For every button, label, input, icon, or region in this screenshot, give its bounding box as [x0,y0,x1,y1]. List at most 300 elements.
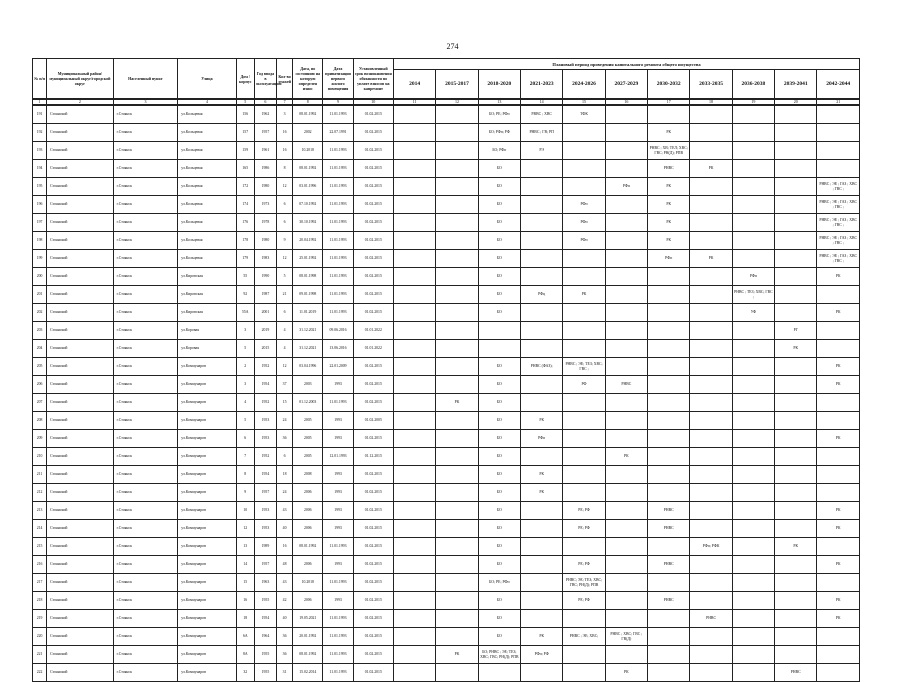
floors-cell: 12 [277,178,293,196]
row-number: 198 [33,232,47,250]
plan-period-cell [817,394,860,412]
column-number: 8 [293,99,323,105]
plan-period-cell [563,322,605,340]
table-row [33,466,860,484]
method-date-cell: 01.01.2022 [353,322,393,340]
plan-period-cell [817,124,860,142]
method-date-cell: 01.02.2005 [353,412,393,430]
plan-period-cell: РНВС ; ЭЕ ; ГАЗ ; ХВС ; ГВС ; [817,250,860,268]
plan-period-cell [690,322,732,340]
plan-period-cell [393,538,435,556]
plan-period-cell [521,268,563,286]
plan-period-cell [605,304,647,322]
method-date-cell: 01.02.2015 [353,466,393,484]
street-cell: ул.Коммунаров [178,646,236,664]
plan-period-cell [605,340,647,358]
privat-date-cell: 11.01.2019 [293,304,323,322]
locality-cell: г.Стоянск [113,358,178,376]
locality-cell: г.Стоянск [113,105,178,124]
plan-period-cell [393,124,435,142]
privat-date-cell: 19.05.2021 [293,610,323,628]
inclusion-date-cell: 22.07.1991 [323,124,353,142]
method-date-cell: 01.02.2015 [353,646,393,664]
house-cell: 16 [236,592,254,610]
inclusion-date-cell: 11.01.1993 [323,268,353,286]
plan-period-cell [563,484,605,502]
plan-period-cell [393,178,435,196]
table-row [33,196,860,214]
plan-period-cell [393,628,435,646]
street-cell: ул.Коммунаров [178,430,236,448]
plan-period-cell: РНВС ; ЭЕ ; ГАЗ ; ХВС ; ГВС ; [817,232,860,250]
street-cell: ул.Коммунаров [178,520,236,538]
plan-period-cell [775,430,817,448]
plan-period-cell [690,592,732,610]
house-cell: 2 [236,358,254,376]
floors-cell: 37 [277,376,293,394]
house-cell: 6 [236,430,254,448]
district-cell: Стоянский [47,196,114,214]
plan-period-cell [732,664,774,682]
column-number: 4 [178,99,236,105]
row-number: 220 [33,628,47,646]
privat-date-cell: 25.01.1992 [293,250,323,268]
plan-period-cell [436,340,478,358]
plan-period-cell [732,430,774,448]
plan-period-cell: БО [478,268,520,286]
table-row [33,592,860,610]
privat-date-cell: 31.12.2021 [293,340,323,358]
method-date-cell: 01.02.2015 [353,430,393,448]
row-number: 205 [33,358,47,376]
plan-period-cell [563,430,605,448]
house-cell: 7 [236,448,254,466]
plan-period-cell: БО [478,286,520,304]
plan-period-cell [521,538,563,556]
plan-period-cell [690,178,732,196]
district-cell: Стоянский [47,448,114,466]
row-number: 213 [33,502,47,520]
column-number: 14 [521,99,563,105]
plan-period-cell [563,178,605,196]
locality-cell: г.Стоянск [113,160,178,178]
plan-period-cell [393,160,435,178]
plan-period-cell [436,664,478,682]
plan-period-cell [605,538,647,556]
plan-period-cell [775,394,817,412]
year-built-cell: 2019 [254,322,276,340]
locality-cell: г.Стоянск [113,232,178,250]
plan-period-cell [605,358,647,376]
method-date-cell: 01.12.2015 [353,448,393,466]
plan-period-cell: РФп [563,214,605,232]
plan-period-cell [648,574,690,592]
plan-period-cell [436,466,478,484]
table-row [33,160,860,178]
privat-date-cell: 2005 [293,448,323,466]
plan-period-cell [817,574,860,592]
house-cell: 4 [236,394,254,412]
column-number: 10 [353,99,393,105]
plan-period-cell: РК [521,628,563,646]
plan-period-cell: РК [775,538,817,556]
district-cell: Стоянский [47,502,114,520]
method-date-cell: 01.02.2015 [353,105,393,124]
column-number: 5 [236,99,254,105]
plan-period-cell [436,105,478,124]
plan-period-cell: РЭ [521,142,563,160]
year-built-cell: 1964 [254,628,276,646]
year-built-cell: 1953 [254,502,276,520]
plan-period-cell [648,646,690,664]
house-cell: 179 [236,250,254,268]
plan-period-cell: РК [436,394,478,412]
year-built-cell: 1954 [254,610,276,628]
plan-period-cell [648,664,690,682]
street-cell: ул.Коммунаров [178,610,236,628]
plan-period-cell [436,358,478,376]
year-built-cell: 1980 [254,178,276,196]
plan-period-cell [563,394,605,412]
plan-period-cell: РЕ; РФ [563,592,605,610]
plan-period-cell [732,142,774,160]
plan-period-cell [690,574,732,592]
plan-period-cell: РК [817,592,860,610]
plan-period-cell: РНВС ; ТЕЗ; ХВС; ГВС ; [732,286,774,304]
plan-period-cell [775,376,817,394]
house-cell: 176 [236,214,254,232]
privat-date-cell: 01.12.2003 [293,394,323,412]
plan-period-cell [605,466,647,484]
plan-period-cell [605,592,647,610]
plan-period-cell [732,610,774,628]
plan-period-cell [521,592,563,610]
street-cell: ул.Коммунаров [178,358,236,376]
privat-date-cell: 2006 [293,520,323,538]
plan-period-cell [521,178,563,196]
plan-period-cell [817,322,860,340]
plan-period-cell [732,124,774,142]
plan-period-cell [393,304,435,322]
plan-period-cell: РЕ; РФ [563,520,605,538]
locality-cell: г.Стоянск [113,592,178,610]
plan-period-cell [605,268,647,286]
table-row [33,178,860,196]
house-cell: 5 [236,340,254,358]
plan-period-cell [436,232,478,250]
floors-cell: 42 [277,592,293,610]
plan-period-cell [563,646,605,664]
plan-period-cell [775,628,817,646]
privat-date-cell: 08.01.1998 [293,268,323,286]
house-cell: 165 [236,160,254,178]
district-cell: Стоянский [47,412,114,430]
plan-period-cell [436,178,478,196]
plan-period-cell [436,160,478,178]
plan-period-cell: РК [817,268,860,286]
house-cell: 5 [236,412,254,430]
plan-period-cell [436,592,478,610]
plan-period-cell: РК [521,412,563,430]
header-house: Дом / корпус [236,59,254,100]
plan-period-cell [393,556,435,574]
column-number: 15 [563,99,605,105]
plan-period-cell: БО [478,394,520,412]
table-row [33,214,860,232]
header-year: 2018-2020 [478,70,520,100]
plan-period-cell [648,340,690,358]
plan-period-cell [605,430,647,448]
plan-period-cell [732,250,774,268]
floors-cell: 12 [277,358,293,376]
district-cell: Стоянский [47,322,114,340]
house-cell: 55А [236,304,254,322]
district-cell: Стоянский [47,124,114,142]
table-row [33,646,860,664]
privat-date-cell: 20.04.1992 [293,232,323,250]
plan-period-cell: БО [478,628,520,646]
plan-period-cell [605,214,647,232]
plan-period-cell [521,574,563,592]
page-number: 274 [446,42,459,51]
plan-period-cell [436,574,478,592]
plan-period-cell [817,628,860,646]
floors-cell: 6 [277,196,293,214]
plan-period-cell [521,214,563,232]
house-cell: 55 [236,268,254,286]
plan-period-cell [605,196,647,214]
capital-repair-table [32,58,860,682]
column-number: 21 [817,99,860,105]
plan-period-cell: БО; РЕ; РФп [478,574,520,592]
plan-period-cell [521,376,563,394]
house-cell: 10 [236,502,254,520]
plan-period-cell: РК [605,448,647,466]
inclusion-date-cell: 11.01.1993 [323,286,353,304]
street-cell: ул.Коровая [178,340,236,358]
plan-period-cell: РНВС (ФАЗ); [521,358,563,376]
plan-period-cell [732,322,774,340]
plan-period-cell: РК [648,232,690,250]
plan-period-cell [521,448,563,466]
plan-period-cell [648,412,690,430]
plan-period-cell [817,664,860,682]
column-number: 16 [605,99,647,105]
locality-cell: г.Стоянск [113,394,178,412]
privat-date-cell: 2006 [293,502,323,520]
row-number: 211 [33,466,47,484]
method-date-cell: 01.02.2015 [353,124,393,142]
column-number: 20 [775,99,817,105]
plan-period-cell [393,286,435,304]
privat-date-cell: 2003 [293,376,323,394]
row-number: 206 [33,376,47,394]
method-date-cell: 01.02.2015 [353,160,393,178]
floors-cell: 36 [277,646,293,664]
street-cell: ул.Кировская [178,304,236,322]
plan-period-cell [690,124,732,142]
plan-period-cell [436,214,478,232]
plan-period-cell: РК [817,376,860,394]
plan-period-cell [817,160,860,178]
plan-period-cell: РК [563,286,605,304]
plan-period-cell [817,105,860,124]
plan-period-cell: РК [817,304,860,322]
plan-period-cell [732,538,774,556]
plan-period-cell [521,304,563,322]
plan-period-cell [775,358,817,376]
plan-period-cell [605,610,647,628]
inclusion-date-cell: 22.01.2009 [323,358,353,376]
plan-period-cell: БО [478,592,520,610]
year-built-cell: 1952 [254,448,276,466]
privat-date-cell: 10.2018 [293,142,323,160]
street-cell: ул.Коммунаров [178,556,236,574]
locality-cell: г.Стоянск [113,322,178,340]
floors-cell: 43 [277,502,293,520]
plan-period-cell: РНВС ; ЭЕ ; ГАЗ ; ХВС ; ГВС ; [817,214,860,232]
plan-period-cell [478,340,520,358]
floors-cell: 36 [277,430,293,448]
privat-date-cell: 2008 [293,466,323,484]
plan-period-cell [521,232,563,250]
row-number: 191 [33,105,47,124]
inclusion-date-cell: 1993 [323,502,353,520]
plan-period-cell [436,448,478,466]
plan-period-cell [690,430,732,448]
plan-period-cell: РНВС [648,502,690,520]
plan-period-cell [605,520,647,538]
plan-period-cell [817,448,860,466]
inclusion-date-cell: 11.01.1993 [323,646,353,664]
year-built-cell: 1973 [254,196,276,214]
plan-period-cell [563,160,605,178]
floors-cell: 43 [277,574,293,592]
plan-period-cell [690,394,732,412]
row-number: 216 [33,556,47,574]
plan-period-cell: БО [478,502,520,520]
plan-period-cell [690,376,732,394]
year-built-cell: 1952 [254,394,276,412]
plan-period-cell: РК [605,664,647,682]
row-number: 196 [33,196,47,214]
plan-period-cell [436,502,478,520]
plan-period-cell [436,124,478,142]
plan-period-cell [690,556,732,574]
table-row [33,556,860,574]
inclusion-date-cell: 11.01.1993 [323,160,353,178]
table-row [33,142,860,160]
table-row [33,124,860,142]
district-cell: Стоянский [47,340,114,358]
plan-period-cell [605,160,647,178]
floors-cell: 18 [277,466,293,484]
plan-period-cell: РФц [521,286,563,304]
inclusion-date-cell: 1993 [323,430,353,448]
district-cell: Стоянский [47,142,114,160]
plan-period-cell [393,322,435,340]
year-built-cell: 1953 [254,412,276,430]
plan-period-cell [690,448,732,466]
method-date-cell: 01.02.2015 [353,610,393,628]
privat-date-cell: 09.01.1998 [293,286,323,304]
plan-period-cell: РНВС ; ЭЕ; ТЕЗ; ХВС; ГВС ; [563,358,605,376]
street-cell: ул.Коммунаров [178,448,236,466]
plan-period-cell [817,484,860,502]
method-date-cell: 01.02.2015 [353,286,393,304]
plan-period-cell [732,466,774,484]
method-date-cell: 01.02.2015 [353,574,393,592]
plan-period-cell: РНВС [648,520,690,538]
inclusion-date-cell: 11.01.1993 [323,250,353,268]
table-row [33,430,860,448]
plan-period-cell [563,340,605,358]
inclusion-date-cell: 11.01.1993 [323,610,353,628]
street-cell: ул.Коммунаров [178,592,236,610]
plan-period-cell [732,502,774,520]
row-number: 219 [33,610,47,628]
table-row [33,502,860,520]
district-cell: Стоянский [47,160,114,178]
column-number: 18 [690,99,732,105]
plan-period-cell [817,538,860,556]
header-year: 2027-2029 [605,70,647,100]
locality-cell: г.Стоянск [113,124,178,142]
plan-period-cell [690,502,732,520]
plan-period-cell [732,394,774,412]
column-number: 3 [113,99,178,105]
privat-date-cell: 08.01.1992 [293,160,323,178]
plan-period-cell [690,142,732,160]
row-number: 197 [33,214,47,232]
table-row [33,232,860,250]
row-number: 204 [33,340,47,358]
plan-period-cell [393,520,435,538]
plan-period-cell: РК [817,358,860,376]
street-cell: ул.Кольцевая [178,105,236,124]
plan-period-cell [521,250,563,268]
table-row [33,628,860,646]
header-plan-period: Плановый период проведения капитального ремонта общего имущества [393,59,859,70]
method-date-cell: 01.02.2015 [353,250,393,268]
plan-period-cell: БО [478,214,520,232]
inclusion-date-cell: 1993 [323,412,353,430]
plan-period-cell [563,268,605,286]
table-row [33,394,860,412]
street-cell: ул.Кольцевая [178,232,236,250]
district-cell: Стоянский [47,105,114,124]
plan-period-cell [436,268,478,286]
header-num: № п/п [33,59,47,100]
house-cell: 12 [236,520,254,538]
plan-period-cell [436,412,478,430]
year-built-cell: 1986 [254,160,276,178]
table-row [33,610,860,628]
privat-date-cell: 30.10.1992 [293,214,323,232]
plan-period-cell [817,466,860,484]
header-year: 2021-2023 [521,70,563,100]
method-date-cell: 01.02.2015 [353,142,393,160]
plan-period-cell [648,358,690,376]
plan-period-cell: РК [648,214,690,232]
plan-period-cell: БО [478,376,520,394]
plan-period-cell: РК [648,178,690,196]
plan-period-cell: УФ [732,304,774,322]
district-cell: Стоянский [47,232,114,250]
plan-period-cell [775,466,817,484]
floors-cell: 16 [277,124,293,142]
method-date-cell: 01.02.2015 [353,538,393,556]
